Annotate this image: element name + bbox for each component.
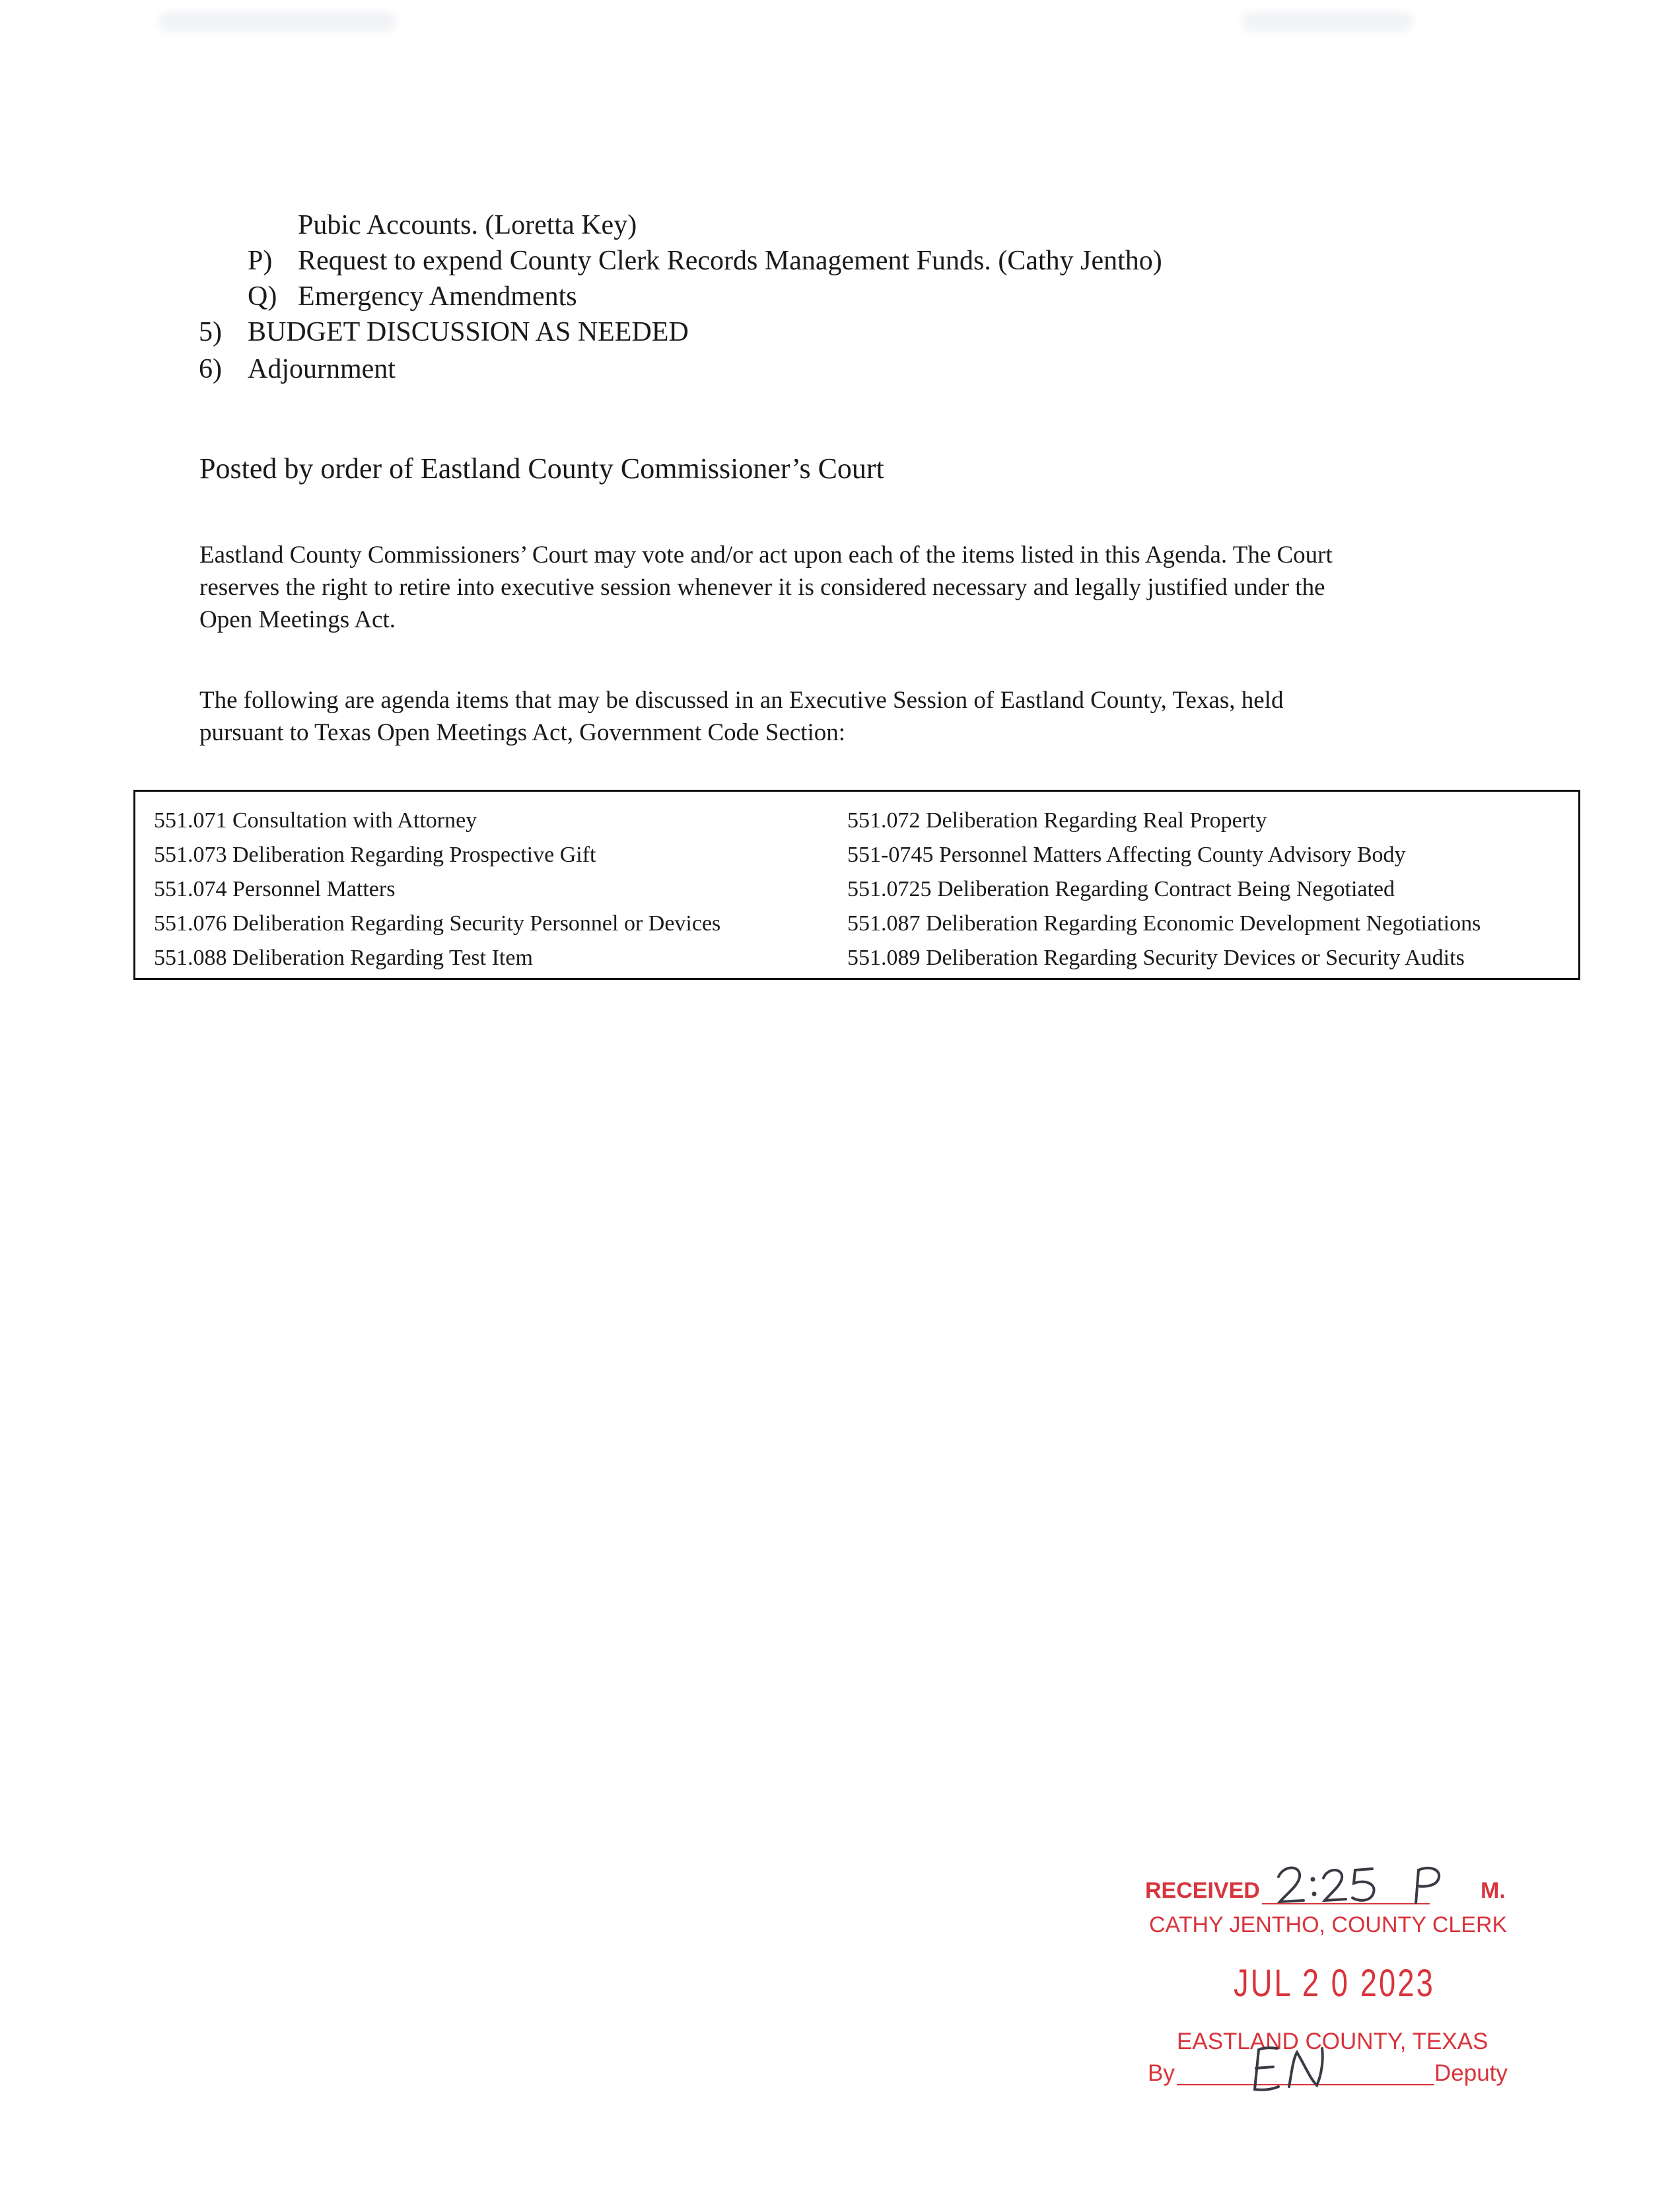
executive-session-paragraph (199, 684, 1520, 749)
stamp-date: JUL 2 0 2023 (1234, 1962, 1435, 2005)
agenda-sub-item-p (248, 243, 1162, 279)
stamp-meridiem-suffix: M. (1481, 1878, 1506, 1903)
sections-left-column (154, 804, 720, 975)
paragraph-line: Open Meetings Act. (199, 606, 396, 633)
scan-artifact-left (158, 12, 396, 32)
scan-artifact-right (1242, 12, 1413, 32)
stamp-deputy-label: Deputy (1434, 2060, 1508, 2086)
agenda-item-6 (199, 351, 396, 387)
stamp-by-label: By (1148, 2060, 1175, 2086)
agenda-sub-item-text: Request to expend County Clerk Records Management Funds. (Cathy Jentho) (298, 246, 1162, 276)
section-entry: 551.073 Deliberation Regarding Prospective Gift (154, 843, 596, 867)
agenda-item-text: BUDGET DISCUSSION AS NEEDED (248, 317, 689, 347)
section-entry: 551.071 Consultation with Attorney (154, 808, 477, 833)
agenda-continuation-line (298, 207, 637, 243)
stamp-county: EASTLAND COUNTY, TEXAS (1177, 2029, 1488, 2054)
section-entry: 551.087 Deliberation Regarding Economic Development Negotiations (847, 911, 1481, 936)
agenda-item-marker: 6) (199, 354, 222, 384)
stamp-received-label: RECEIVED (1145, 1878, 1260, 1903)
section-entry: 551.076 Deliberation Regarding Security Personnel or Devices (154, 911, 721, 936)
section-entry: 551-0745 Personnel Matters Affecting County Advisory Body (847, 843, 1406, 867)
posted-by-heading: Posted by order of Eastland County Commissioner’s Court (199, 452, 884, 485)
agenda-sub-item-marker: P) (248, 246, 273, 276)
handwritten-deputy-initials (1248, 2039, 1347, 2099)
section-entry: 551.0725 Deliberation Regarding Contract Being Negotiated (847, 877, 1395, 901)
paragraph-line: The following are agenda items that may be discussed in an Executive Session of Eastland County, Texas, held (199, 687, 1284, 714)
section-entry: 551.088 Deliberation Regarding Test Item (154, 946, 533, 970)
paragraph-line: pursuant to Texas Open Meetings Act, Government Code Section: (199, 719, 846, 746)
agenda-sub-item-q (248, 279, 577, 314)
agenda-item-text: Adjournment (248, 354, 396, 384)
agenda-sub-item-text: Emergency Amendments (298, 281, 577, 312)
government-code-sections-box (133, 790, 1580, 980)
section-entry: 551.089 Deliberation Regarding Security Devices or Security Audits (847, 946, 1465, 970)
paragraph-line: reserves the right to retire into executive session whenever it is considered necessary and legally justified under the (199, 574, 1325, 601)
section-entry: 551.072 Deliberation Regarding Real Property (847, 808, 1267, 833)
agenda-item-marker: 5) (199, 317, 222, 347)
agenda-item-5 (199, 314, 689, 350)
handwritten-received-time (1275, 1860, 1446, 1912)
stamp-county-clerk: CATHY JENTHO, COUNTY CLERK (1149, 1912, 1508, 1937)
sections-right-column (847, 804, 1481, 975)
received-stamp (1136, 1862, 1545, 2113)
paragraph-line: Eastland County Commissioners’ Court may vote and/or act upon each of the items listed in this Agenda. The Court (199, 541, 1333, 569)
agenda-continuation-text: Pubic Accounts. (Loretta Key) (298, 210, 637, 240)
agenda-sub-item-marker: Q) (248, 281, 277, 312)
court-notice-paragraph (199, 539, 1520, 636)
section-entry: 551.074 Personnel Matters (154, 877, 396, 901)
